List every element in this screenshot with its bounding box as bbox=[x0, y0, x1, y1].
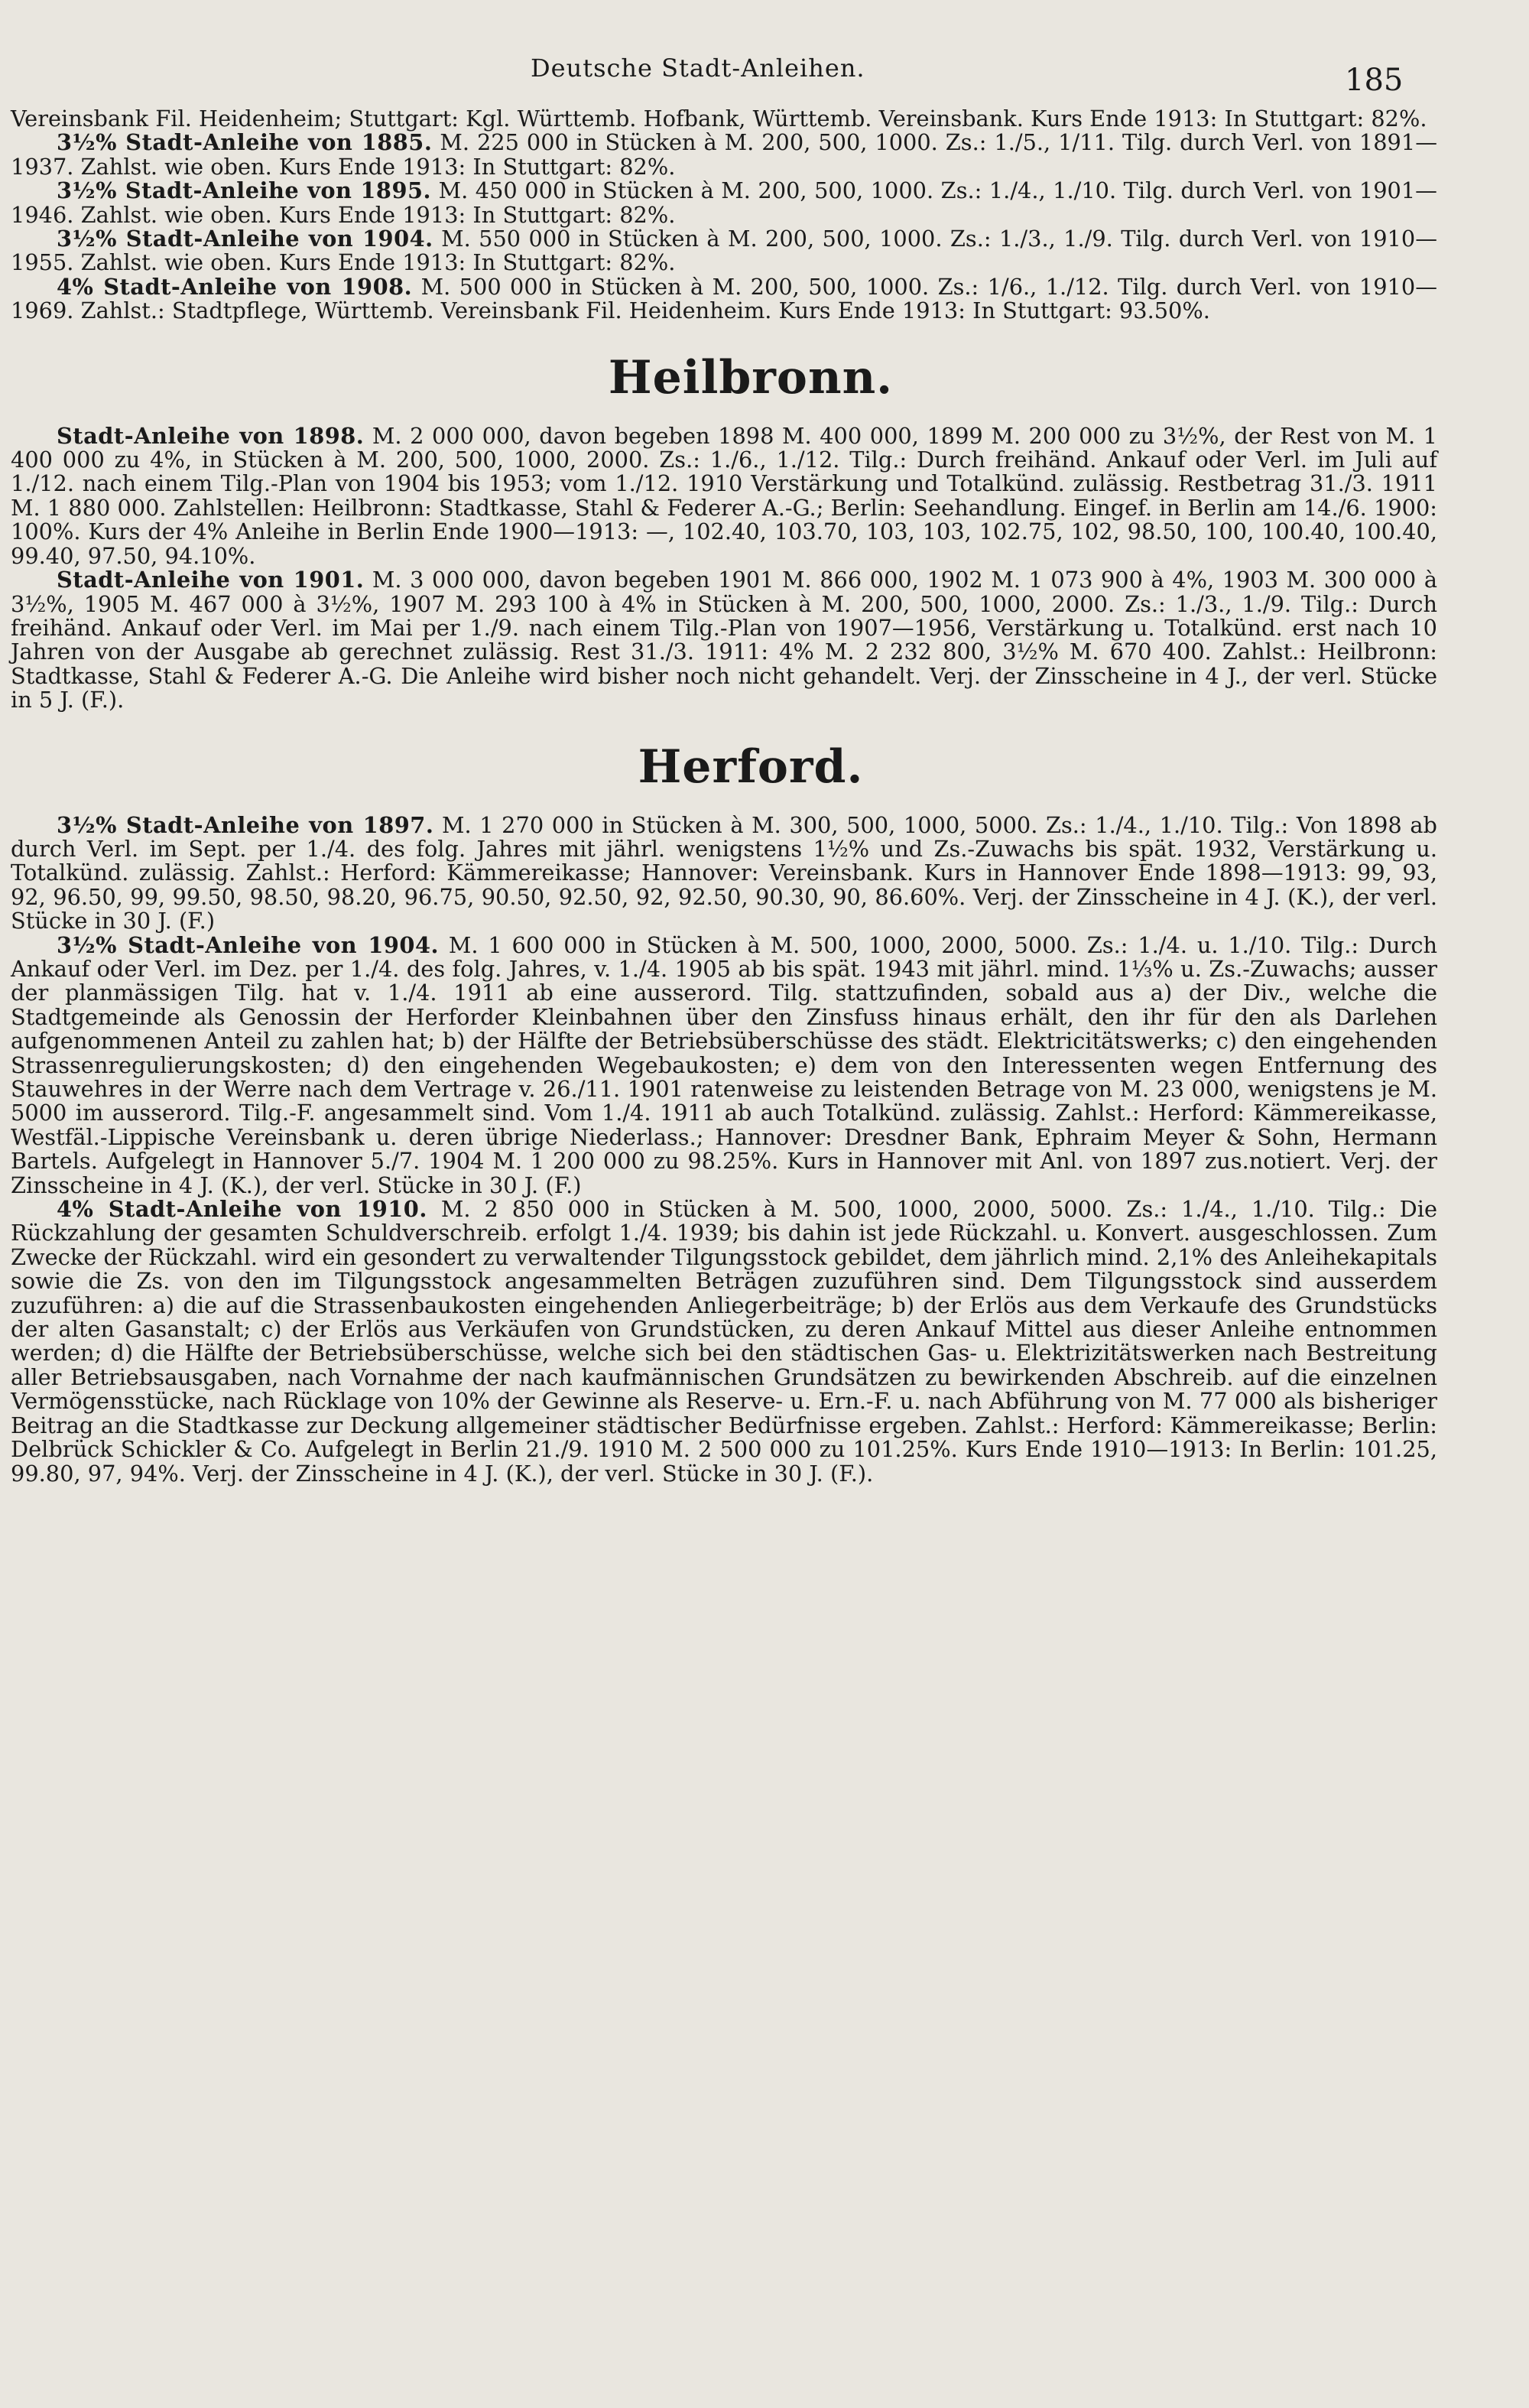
bond-heading: 3½% Stadt-Anleihe von 1895. bbox=[57, 177, 432, 204]
bond-heading: Stadt-Anleihe von 1901. bbox=[57, 567, 365, 593]
bond-body: M. 1 270 000 in Stücken à M. 300, 500, 1000, 5000. Zs.: 1./4., 1./10. Tilg.: Von 1898 ab durch Verl. im Sept. per 1./4. des folg. Jahres mit jährl. wenigstens 1½% und Zs.-Zuwachs bis spät. 1932, Verstärkung u. Totalkünd. zulässig. Zahlst.: Herford: Kämmereikasse; Hannover: Vereinsbank. Kurs in Hannover Ende 1898—1913: 99, 93, 92, 96.50, 99, 99.50, 98.50, 98.20, 96.75, 90.50, 92.50, 92, 92.50, 90.30, 90, 86.60%. Verj. der Zinsscheine in 4 J. (K.), der verl. Stücke in 30 J. (F.) bbox=[11, 811, 1437, 934]
bond-entry bbox=[11, 131, 1437, 179]
section-heilbronn bbox=[11, 351, 1437, 713]
section-continuation bbox=[11, 107, 1437, 323]
bond-heading: 3½% Stadt-Anleihe von 1897. bbox=[57, 811, 434, 838]
bond-heading: 3½% Stadt-Anleihe von 1904. bbox=[57, 226, 433, 252]
bond-heading: 3½% Stadt-Anleihe von 1885. bbox=[57, 129, 433, 156]
bond-body: M. 1 600 000 in Stücken à M. 500, 1000, 2000, 5000. Zs.: 1./4. u. 1./10. Tilg.: Durch Ankauf oder Verl. im Dez. per 1./4. des folg. Jahres, v. 1./4. 1905 ab bis spät. 1943 mit jährl. mind. 1⅓% u. Zs.-Zuwachs; ausser der planmässigen Tilg. hat v. 1./4. 1911 ab eine ausserord. Tilg. stattzufinden, sobald aus a) der Div., welche die Stadtgemeinde als Genossin der Herforder Kleinbahnen über den Zinsfuss hinaus erhält, den ihr für den als Darlehen aufgenommenen Anteil zu zahlen hat; b) der Hälfte der Betriebsüberschüsse des städt. Elektricitätswerks; c) den eingehenden Strassenregulierungskosten; d) den eingehenden Wegebaukosten; e) dem von den Interessenten wegen Entfernung des Stauwehres in der Werre nach dem Vertrage v. 26./11. 1901 ratenweise zu leistenden Betrage von M. 23 000, wenigstens je M. 5000 im ausserord. Tilg.-F. angesammelt sind. Vom 1./4. 1911 ab auch Totalkünd. zulässig. Zahlst.: Herford: Kämmereikasse, Westfäl.-Lippische Vereinsbank u. deren übrige Niederlass.; Hannover: Dresdner Bank, Ephraim Meyer & Sohn, Hermann Bartels. Aufgelegt in Hannover 5./7. 1904 M. 1 200 000 zu 98.25%. Kurs in Hannover mit Anl. von 1897 zus.notiert. Verj. der Zinsscheine in 4 J. (K.), der verl. Stücke in 30 J. (F.) bbox=[11, 931, 1437, 1198]
bond-body: M. 225 000 in Stücken à M. 200, 500, 1000. Zs.: 1./5., 1/11. Tilg. durch Verl. von 1891—1937. Zahlst. wie oben. Kurs Ende 1913: In Stuttgart: 82%. bbox=[11, 129, 1437, 180]
bond-body: M. 3 000 000, davon begeben 1901 M. 866 000, 1902 M. 1 073 900 à 4%, 1903 M. 300 000 à 3½%, 1905 M. 467 000 à 3½%, 1907 M. 293 100 à 4% in Stücken à M. 200, 500, 1000, 2000. Zs.: 1./3., 1./9. Tilg.: Durch freihänd. Ankauf oder Verl. im Mai per 1./9. nach einem Tilg.-Plan von 1907—1956, Verstärkung u. Totalkünd. erst nach 10 Jahren von der Ausgabe ab gerechnet zulässig. Rest 31./3. 1911: 4% M. 2 232 800, 3½% M. 670 400. Zahlst.: Heilbronn: Stadtkasse, Stahl & Federer A.-G. Die Anleihe wird bisher noch nicht gehandelt. Verj. der Zinsscheine in 4 J., der verl. Stücke in 5 J. (F.). bbox=[11, 567, 1437, 713]
bond-entry bbox=[11, 568, 1437, 712]
entry-text bbox=[11, 107, 1437, 131]
bond-entry bbox=[11, 275, 1437, 323]
bond-heading: Stadt-Anleihe von 1898. bbox=[57, 422, 365, 449]
section-herford bbox=[11, 740, 1437, 1486]
bond-body: M. 550 000 in Stücken à M. 200, 500, 1000. Zs.: 1./3., 1./9. Tilg. durch Verl. von 1910—1955. Zahlst. wie oben. Kurs Ende 1913: In Stuttgart: 82%. bbox=[11, 226, 1437, 276]
bond-body: M. 450 000 in Stücken à M. 200, 500, 1000. Zs.: 1./4., 1./10. Tilg. durch Verl. von 1901—1946. Zahlst. wie oben. Kurs Ende 1913: In Stuttgart: 82%. bbox=[11, 177, 1437, 228]
bond-heading: 3½% Stadt-Anleihe von 1904. bbox=[57, 931, 440, 958]
page-header bbox=[11, 46, 1437, 107]
bond-heading: 4% Stadt-Anleihe von 1908. bbox=[57, 273, 413, 300]
bond-entry bbox=[11, 424, 1437, 568]
section-title-heilbronn: Heilbronn. bbox=[608, 350, 894, 405]
bond-entry bbox=[11, 179, 1437, 227]
entry-body: Vereinsbank Fil. Heidenheim; Stuttgart: Kgl. Württemb. Hofbank, Württemb. Vereinsbank. Kurs Ende 1913: In Stuttgart: 82%. bbox=[11, 106, 1427, 132]
page-number: 185 bbox=[1345, 63, 1404, 98]
bond-entry bbox=[11, 811, 1437, 934]
bond-body: M. 2 000 000, davon begeben 1898 M. 400 000, 1899 M. 200 000 zu 3½%, der Rest von M. 1 400 000 zu 4%, in Stücken à M. 200, 500, 1000, 2000. Zs.: 1./6., 1./12. Tilg.: Durch freihänd. Ankauf oder Verl. im Juli auf 1./12. nach einem Tilg.-Plan von 1904 bis 1953; vom 1./12. 1910 Verstärkung und Totalkünd. zulässig. Restbetrag 31./3. 1911 M. 1 880 000. Zahlstellen: Heilbronn: Stadtkasse, Stahl & Federer A.-G.; Berlin: Seehandlung. Eingef. in Berlin am 14./6. 1900: 100%. Kurs der 4% Anleihe in Berlin Ende 1900—1913: —, 102.40, 103.70, 103, 103, 102.75, 102, 98.50, 100, 100.40, 100.40, 99.40, 97.50, 94.10%. bbox=[11, 422, 1437, 569]
bond-heading: 4% Stadt-Anleihe von 1910. bbox=[57, 1196, 427, 1223]
bond-entry bbox=[11, 227, 1437, 275]
section-title-herford: Herford. bbox=[638, 739, 864, 794]
bond-entry bbox=[11, 931, 1437, 1198]
bond-body: M. 500 000 in Stücken à M. 200, 500, 1000. Zs.: 1/6., 1./12. Tilg. durch Verl. von 1910—1969. Zahlst.: Stadtpflege, Württemb. Vereinsbank Fil. Heidenheim. Kurs Ende 1913: In Stuttgart: 93.50%. bbox=[11, 273, 1437, 324]
bond-body: M. 2 850 000 in Stücken à M. 500, 1000, 2000, 5000. Zs.: 1./4., 1./10. Tilg.: Die Rückzahlung der gesamten Schuldverschreib. erfolgt 1./4. 1939; bis dahin ist jede Rückzahl. u. Konvert. ausgeschlossen. Zum Zwecke der Rückzahl. wird ein gesondert zu verwaltender Tilgungsstock gebildet, dem jährlich mind. 2,1% des Anleihekapitals sowie die Zs. von den im Tilgungsstock angesammelten Beträgen zuzuführen sind. Dem Tilgungsstock sind ausserdem zuzuführen: a) die auf die Strassenbaukosten eingehenden Anliegerbeiträge; b) der Erlös aus dem Verkaufe des Grundstücks der alten Gasanstalt; c) der Erlös aus Verkäufen von Grundstücken, zu deren Ankauf Mittel aus dieser Anleihe entnommen werden; d) die Hälfte der Betriebsüberschüsse, welche sich bei den städtischen Gas- u. Elektrizitätswerken nach Bestreitung aller Betriebsausgaben, nach Vornahme der nach kaufmännischen Grundsätzen zu bewirkenden Abschreib. auf die einzelnen Vermögensstücke, nach Rücklage von 10% der Gewinne als Reserve- u. Ern.-F. u. nach Abführung von M. 77 000 als bisheriger Beitrag an die Stadtkasse zur Deckung allgemeiner städtischer Bedürfnisse ergeben. Zahlst.: Herford: Kämmereikasse; Berlin: Delbrück Schickler & Co. Aufgelegt in Berlin 21./9. 1910 M. 2 500 000 zu 101.25%. Kurs Ende 1910—1913: In Berlin: 101.25, 99.80, 97, 94%. Verj. der Zinsscheine in 4 J. (K.), der verl. Stücke in 30 J. (F.). bbox=[11, 1196, 1438, 1487]
running-title: Deutsche Stadt-Anleihen. bbox=[531, 54, 865, 83]
bond-entry bbox=[11, 1198, 1437, 1486]
